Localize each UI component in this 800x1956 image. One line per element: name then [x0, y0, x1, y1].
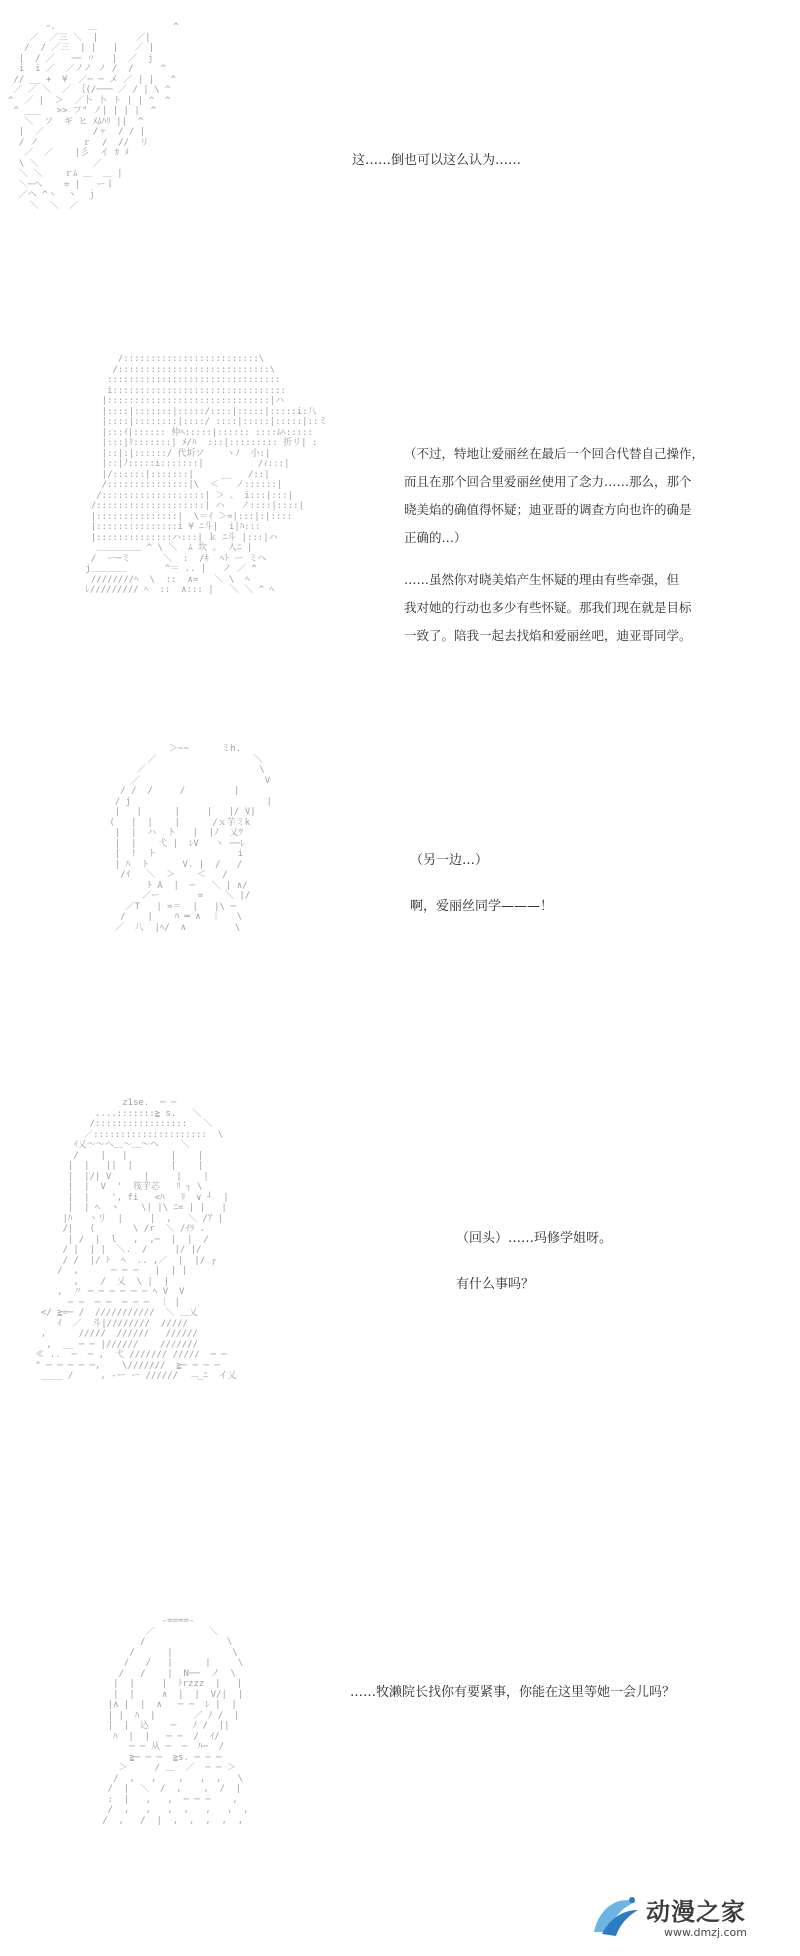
- dialogue-line: 而且在那个回合里爱丽丝使用了念力……那么，那个: [404, 474, 692, 489]
- dialogue-line: （另一边…）: [410, 853, 489, 868]
- watermark-title: 动漫之家: [646, 1898, 746, 1926]
- dialogue-line: 晓美焰的确值得怀疑；迪亚哥的调查方向也许的确是: [404, 502, 692, 517]
- dmzj-logo-icon: [588, 1892, 642, 1940]
- ascii-art-figure-1: ｰ. ＿ ^ ／ ／三 ＼ | ／| / / ／三 | | | ／ | | / ／ ｰ─ 〃 | ／ j i i ／ ／ノノ ノ / / ^ // __ + ¥ ／─ ─ メ ／ | | ^ ／ ／ ＼ ／ ｛(/─── ／ / | \ ^ ^ ／ | ＞ ／卜 卜 ト | | ^ ^ ^ ___ >> フ" ノ| | | | ^ ＼ ソ ギ ヒ ﾒﾑﾊﾘ || ^ | ／ /ヶ / / | / ノ ｒ / // リ ／ ／ |彡 イ ｶ ﾒ \ ＼ ／ ＼ ＼ ｒﾑ ＿ ＿ | ＼─ヘ = | ーｌ ／へ ^ヽ ヽ ｊ ＼ ＼ ／: [8, 22, 179, 211]
- ascii-art-figure-3: ＞~~ ミh. ／ ＼ ／ \ ／ V / / / / | / j | | | | | |/ V| ( | | | /ｘ芋ミk | | ハ ト | |ﾉ 乂ﾂ | | 弋 | ﾚV ヽ ──ﾚ | ! ト i | ﾊ ト V. | / / /ｲ ＼ ＞ ＜ / ﾄ A | ─ ＼ | ∧/ ／ー = ＼ |/ ／T | =＝ | |\ ─ / | ﾊ ═ ∧ ｜ \ ／ 八 |ﾍ/ ∧ \: [109, 744, 272, 933]
- dialogue-line: （回头）……玛修学姐呀。: [456, 1231, 613, 1246]
- dialogue-block-1: [352, 148, 772, 184]
- dialogue-line: 我对她的行动也多少有些怀疑。那我们现在就是目标: [404, 600, 692, 615]
- site-watermark: [588, 1888, 788, 1948]
- panel-3: [0, 730, 800, 1070]
- dialogue-block-5: [350, 1680, 790, 1706]
- dialogue-line: 啊，爱丽丝同学———！: [410, 899, 554, 914]
- dialogue-line: 有什么事吗？: [456, 1277, 535, 1292]
- dialogue-line: ……虽然你对晓美焰产生怀疑的理由有些牵强，但: [404, 572, 680, 587]
- panel-1: [0, 0, 800, 340]
- dialogue-line: 正确的…）: [404, 530, 467, 545]
- dialogue-line: 一致了。陪我一起去找焰和爱丽丝吧，迪亚哥同学。: [404, 628, 692, 643]
- dialogue-block-2: [404, 440, 794, 650]
- panel-4: [0, 1090, 800, 1610]
- watermark-url: www.dmzj.com: [664, 1926, 747, 1939]
- ascii-art-figure-5: -==≈=- ／ ＼ / \ / | \ / / | | \ / / | N── ノ \ | | | ﾄrzzz | | | | ∧ | | V/| | |∧ | | ∧ ─ ─ ﾚ | | | | ﾊ | ／ ﾉ / | | | 込 ─ ﾉ / || ﾊ | | ─ ─ / ｲ/ ─ ─ 从 ─ ─ ﾊ─ / ≧─ ─ ─ ≧s. ─ ─ ─ ＞ / ＿ ／ ─ ─ ＞ / , , , , , \ / | ＼ / , , / | : | , , ─ ─ ─ , / , , , , , , , / , / | , , , , ,: [102, 1616, 249, 1826]
- panel-2: [0, 350, 800, 720]
- dialogue-line: ……牧濑院长找你有要紧事，你能在这里等她一会儿吗？: [350, 1685, 676, 1700]
- dialogue-block-4: [456, 1226, 786, 1298]
- dialogue-line: 这……倒也可以这么认为……: [352, 153, 522, 168]
- ascii-art-figure-2: /:::::::::::::::::::::::::\ /::::::::::::::::::::::::::::\ :::::::::::::::::::::::::::::::: i:::::::::::::::::::::::::::::::: |::::::::::::::::::::::::::::::|ハ |::::|:::::::|:::::/::::|:::::|:::::i:八 |::::|::::::::|::::/ ::::|:::::|:::::|::ミ |:::ｲ|:::::: 仲ﾍ:::::|:::::: ::::ﾑﾍ::::: |:::|ﾘ:::::::| ﾒ/ﾊ :::|::::::::: 折リ| : |::|:|::::::/ 代圻ソ ヽﾉ 小:| |::|ﾉ:::::i:::::::| /ｨ:::| |/::::::|:::::::| __ /::| /:::::::::::::::|\ ＜ ノ::::::| /:::::::::::::::::::| ＞ 、 i:::|:::| /::::::::::::::::::::| ハ ノ::::|::::| |:::::::::::::::| \＝ｲ ＞=|:::|:|:::: |:::::::::::::::i ¥ ﾆ斗| i|ﾊ::: |::::::::::::::ハ:::| ｋ ﾆ斗 |:::|ハ ＿＿＿＿＿ ^ \ ＼ ﾑ 坎 ｡ 人ﾆ | / ー─ミ ＼ : /ｷ ﾍﾄ ー ミへ j＿＿＿＿ ^＝ .. | ノ ／ ^ ////////ﾍ \ :: ∧= ＼ \ ﾍ ﾚ///////// ﾍ :: ∧::: | ＼ ＼ ^ ﾍ: [85, 354, 328, 595]
- dialogue-block-3: [410, 848, 770, 920]
- ascii-art-figure-4: z1se. ─ ─ ....:::::::≧ s. ＼ /::::::::::::::::: ＼ ／::::::::::::::::::::: \ ｲ乂〜〜ヘ＿〜＿〜ヘ ＼ / | | | | | | || | | | | |/| V | | | | | V ' 筏芋芯 ﾘ ┐ \ | | ', fi <ﾊ ﾘ ∨ ┘ | | | ﾍ ヽ \| |\ ﾆ= | | | |ﾊ ヽリ | | , ＼ /ｱ | /| ( \ /r ＼ /ｲﾗ . | / | l , ,─ | | / / | | | ＼. / |/ |/ / / |/ ﾄ ﾍ .. ,／ | |/ ┌ / , ─ ─ ─ | | | , / 乂 \ | | , 〃 ─ ─ ─ ─ ─ ─ ﾍ V V ─ ─ ─ ─ ─ ─ ─ ｜ | </ ≧=─ / /////////// ＼ ＿乂 ｲ ／ 斗|//////// ///// , ///// ////// ////// , __ ─ ─ |////// /////// ≪ .. ─ ─ , 弋 /////// ///// ─ ─ " ─ ─ ─ ─ ─, \/////// ≧─ ─ ─ ─ ____ / , -ー ー ////// ﹁_ﾆ イ乂: [35, 1098, 237, 1381]
- dialogue-line: （不过，特地让爱丽丝在最后一个回合代替自己操作，: [404, 446, 705, 461]
- panel-5: [0, 1610, 800, 1956]
